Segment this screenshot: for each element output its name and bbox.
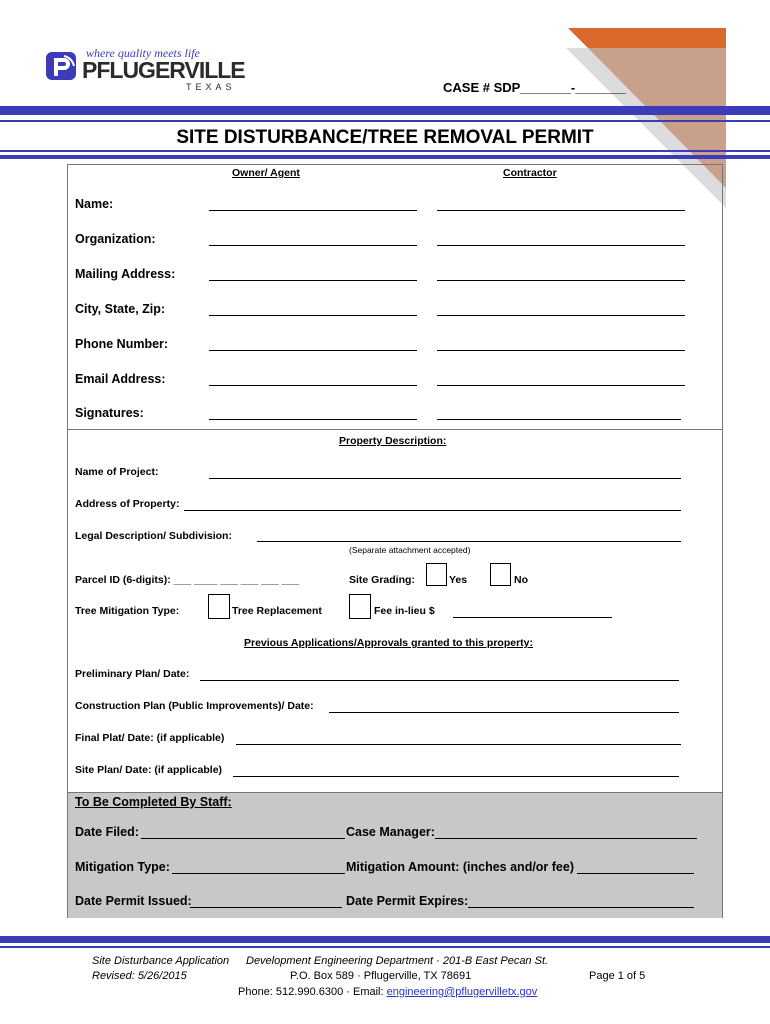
footer-email-link[interactable]: engineering@pflugervilletx.gov	[386, 986, 538, 998]
construction-plan-field[interactable]	[329, 712, 679, 713]
mitigation-amount-field[interactable]	[577, 873, 694, 874]
footer-stripe-thin	[0, 946, 770, 948]
date-filed-field[interactable]	[141, 838, 345, 839]
owner-header: Owner/ Agent	[232, 167, 300, 179]
contractor-header: Contractor	[503, 167, 557, 179]
site-grading-no-checkbox[interactable]	[490, 563, 511, 586]
title-stripe	[0, 155, 770, 159]
date-issued-label: Date Permit Issued:	[75, 894, 192, 908]
contractor-phone-field[interactable]	[437, 350, 685, 351]
preliminary-plan-label: Preliminary Plan/ Date:	[75, 668, 190, 680]
parcel-id-field[interactable]: Parcel ID (6-digits): ___ ____ ___ ___ ___ ___	[75, 574, 300, 586]
footer-po-box: P.O. Box 589 · Pflugerville, TX 78691	[290, 970, 472, 982]
mitigation-type-field[interactable]	[172, 873, 345, 874]
footer-stripe	[0, 936, 770, 943]
mitigation-type-label: Mitigation Type:	[75, 860, 170, 874]
mailing-address-label: Mailing Address:	[75, 267, 176, 281]
property-description-header: Property Description:	[339, 435, 447, 447]
project-name-field[interactable]	[209, 478, 681, 479]
case-manager-field[interactable]	[435, 838, 697, 839]
site-grading-label: Site Grading:	[349, 574, 415, 586]
legal-description-note: (Separate attachment accepted)	[349, 545, 471, 555]
case-number: CASE # SDP_______-_______	[443, 80, 626, 95]
staff-section-header: To Be Completed By Staff:	[75, 795, 232, 809]
tree-replacement-label: Tree Replacement	[232, 605, 322, 617]
date-expires-field[interactable]	[468, 907, 694, 908]
title-stripe-thin	[0, 150, 770, 152]
header-stripe-thin	[0, 120, 770, 122]
contractor-organization-field[interactable]	[437, 245, 685, 246]
section-divider	[67, 429, 723, 430]
final-plat-field[interactable]	[236, 744, 681, 745]
property-address-label: Address of Property:	[75, 498, 180, 510]
page-title: SITE DISTURBANCE/TREE REMOVAL PERMIT	[176, 127, 594, 148]
owner-signature-field[interactable]	[209, 419, 417, 420]
fee-in-lieu-field[interactable]	[453, 617, 612, 618]
name-label: Name:	[75, 197, 114, 211]
organization-label: Organization:	[75, 232, 156, 246]
contractor-email-field[interactable]	[437, 385, 685, 386]
fee-in-lieu-checkbox[interactable]	[349, 594, 371, 619]
owner-phone-field[interactable]	[209, 350, 417, 351]
owner-name-field[interactable]	[209, 210, 417, 211]
footer-revised: Revised: 5/26/2015	[92, 970, 187, 982]
case-manager-label: Case Manager:	[346, 825, 435, 839]
signatures-label: Signatures:	[75, 406, 144, 420]
project-name-label: Name of Project:	[75, 466, 159, 478]
final-plat-label: Final Plat/ Date: (if applicable)	[75, 732, 225, 744]
date-issued-field[interactable]	[190, 907, 342, 908]
date-expires-label: Date Permit Expires:	[346, 894, 469, 908]
owner-city-state-zip-field[interactable]	[209, 315, 417, 316]
footer-department: Development Engineering Department · 201-B East Pecan St.	[246, 955, 549, 967]
contractor-city-state-zip-field[interactable]	[437, 315, 685, 316]
preliminary-plan-field[interactable]	[200, 680, 679, 681]
logo-mark-icon	[44, 48, 80, 84]
page-number: Page 1 of 5	[589, 970, 646, 982]
email-address-label: Email Address:	[75, 372, 166, 386]
contractor-signature-field[interactable]	[437, 419, 681, 420]
logo-name: PFLUGERVILLE	[82, 57, 245, 83]
footer-app-name: Site Disturbance Application	[92, 955, 230, 967]
logo-state: TEXAS	[186, 82, 236, 92]
tree-mitigation-label: Tree Mitigation Type:	[75, 605, 180, 617]
site-grading-no-label: No	[514, 574, 528, 586]
phone-number-label: Phone Number:	[75, 337, 169, 351]
mitigation-amount-label: Mitigation Amount: (inches and/or fee)	[346, 860, 575, 874]
footer-contact	[238, 986, 537, 998]
header-stripe	[0, 106, 770, 115]
legal-description-label: Legal Description/ Subdivision:	[75, 530, 232, 542]
contractor-name-field[interactable]	[437, 210, 685, 211]
owner-email-field[interactable]	[209, 385, 417, 386]
owner-organization-field[interactable]	[209, 245, 417, 246]
site-grading-yes-label: Yes	[449, 574, 468, 586]
footer-phone: Phone: 512.990.6300 · Email:	[238, 986, 387, 998]
site-grading-yes-checkbox[interactable]	[426, 563, 447, 586]
fee-in-lieu-label: Fee in-lieu $	[374, 605, 435, 617]
tree-replacement-checkbox[interactable]	[208, 594, 230, 619]
date-filed-label: Date Filed:	[75, 825, 139, 839]
legal-description-field[interactable]	[257, 541, 681, 542]
previous-applications-header: Previous Applications/Approvals granted to this property:	[244, 637, 533, 649]
logo-tagline: where quality meets life	[86, 46, 200, 60]
owner-mailing-address-field[interactable]	[209, 280, 417, 281]
property-address-field[interactable]	[184, 510, 681, 511]
contractor-mailing-address-field[interactable]	[437, 280, 685, 281]
construction-plan-label: Construction Plan (Public Improvements)/ Date:	[75, 700, 314, 712]
site-plan-label: Site Plan/ Date: (if applicable)	[75, 764, 223, 776]
site-plan-field[interactable]	[233, 776, 679, 777]
city-state-zip-label: City, State, Zip:	[75, 302, 166, 316]
